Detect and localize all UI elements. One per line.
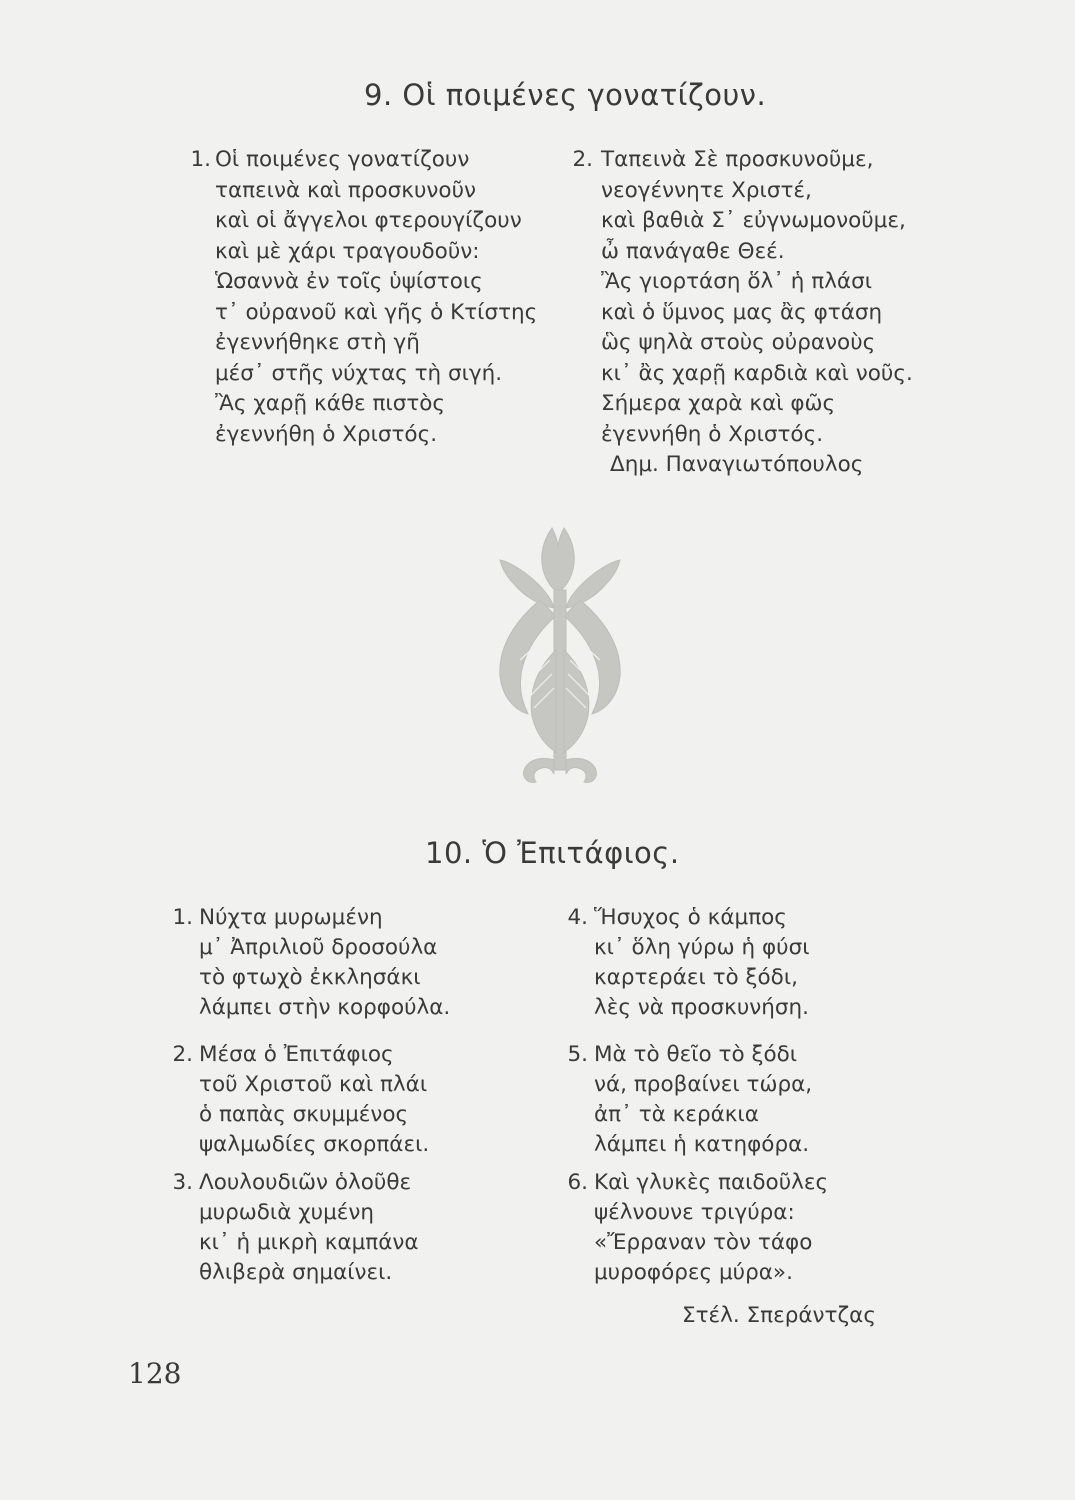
verse-line: Νύχτα μυρωμένη: [199, 905, 383, 930]
verse-line: κι᾿ ἡ μικρὴ καμπάνα: [199, 1230, 419, 1255]
poem-title: 10. Ὁ Ἐπιτάφιος.: [425, 836, 680, 870]
verse-line: ἀπ᾿ τὰ κεράκια: [594, 1102, 759, 1127]
stanza-number: 2.: [572, 147, 593, 172]
stanza: [567, 1040, 813, 1160]
verse-line: Καὶ γλυκὲς παιδοῦλες: [594, 1170, 829, 1195]
stanza: [190, 145, 538, 450]
verse-line: ἐγεννήθη ὁ Χριστός.: [601, 421, 824, 447]
poem-author: Στέλ. Σπεράντζας: [682, 1303, 876, 1328]
stanza-number: 1.: [172, 905, 193, 930]
stanza-number: 5.: [567, 1042, 588, 1067]
verse-line: ψέλνουνε τριγύρα:: [594, 1200, 795, 1225]
verse-line: καὶ μὲ χάρι τραγουδοῦν:: [215, 238, 480, 264]
verse-line: Ταπεινὰ Σὲ προσκυνοῦμε,: [601, 147, 874, 172]
verse-line: μυρωδιὰ χυμένη: [199, 1200, 375, 1225]
stanza: [172, 1168, 419, 1288]
stanza-number: 6.: [567, 1170, 588, 1195]
stanza-number: 1.: [190, 147, 211, 172]
verse-line: τὸ φτωχὸ ἐκκλησάκι: [199, 965, 421, 990]
stanza: [567, 903, 810, 1023]
verse-line: Σήμερα χαρὰ καὶ φῶς: [601, 391, 836, 416]
verse-line: τοῦ Χριστοῦ καὶ πλάι: [199, 1072, 428, 1097]
verse-line: Ἥσυχος ὁ κάμπος: [594, 905, 787, 930]
verse-line: Ἂς γιορτάση ὅλ᾿ ἡ πλάσι: [601, 269, 872, 294]
stanza-number: 4.: [567, 905, 588, 930]
verse-line: νά, προβαίνει τώρα,: [594, 1072, 813, 1097]
verse-line: Ὡσαννὰ ἐν τοῖς ὑψίστοις: [215, 269, 483, 294]
verse-line: Μὰ τὸ θεῖο τὸ ξόδι: [594, 1042, 798, 1067]
poem-title: 9. Οἱ ποιμένες γονατίζουν.: [364, 78, 767, 112]
verse-line: ἐγεννήθηκε στὴ γῆ: [215, 330, 420, 355]
verse-line: ὣς ψηλὰ στοὺς οὐρανοὺς: [601, 330, 876, 355]
verse-line: κι᾿ ὅλη γύρω ἡ φύσι: [594, 935, 810, 960]
poem-author: Δημ. Παναγιωτόπουλος: [610, 452, 864, 477]
lily-ornament-icon: [480, 520, 640, 800]
verse-line: ὦ πανάγαθε Θεέ.: [601, 238, 785, 264]
verse-line: Λουλουδιῶν ὁλοῦθε: [199, 1170, 412, 1195]
verse-line: μυροφόρες μύρα».: [594, 1260, 793, 1285]
stanza: [567, 1168, 829, 1288]
stanza: [572, 145, 913, 450]
verse-line: ταπεινὰ καὶ προσκυνοῦν: [215, 177, 477, 203]
verse-line: κι᾿ ἂς χαρῇ καρδιὰ καὶ νοῦς.: [601, 360, 913, 386]
verse-line: λάμπει στὴν κορφούλα.: [199, 995, 451, 1020]
verse-line: ψαλμωδίες σκορπάει.: [199, 1132, 430, 1157]
stanza: [172, 1040, 430, 1160]
verse-line: λάμπει ἡ κατηφόρα.: [594, 1132, 810, 1157]
verse-line: μέσ᾿ στῆς νύχτας τὴ σιγή.: [215, 360, 503, 386]
verse-line: καρτεράει τὸ ξόδι,: [594, 965, 798, 990]
page-number: 128: [128, 1357, 182, 1390]
verse-line: «Ἔρραναν τὸν τάφο: [594, 1230, 813, 1255]
verse-line: τ᾿ οὐρανοῦ καὶ γῆς ὁ Κτίστης: [215, 299, 538, 325]
verse-line: Μέσα ὁ Ἐπιτάφιος: [199, 1042, 394, 1067]
verse-line: θλιβερὰ σημαίνει.: [199, 1260, 393, 1285]
stanza: [172, 903, 451, 1023]
verse-line: ἐγεννήθη ὁ Χριστός.: [215, 421, 438, 447]
verse-line: μ᾿ Ἀπριλιοῦ δροσούλα: [199, 935, 438, 960]
verse-line: Ἂς χαρῇ κάθε πιστὸς: [215, 391, 446, 416]
verse-line: ὁ παπὰς σκυμμένος: [199, 1102, 409, 1127]
stanza-number: 2.: [172, 1042, 193, 1067]
verse-line: καὶ οἱ ἄγγελοι φτερουγίζουν: [215, 208, 522, 233]
verse-line: νεογέννητε Χριστέ,: [601, 177, 812, 203]
stanza-number: 3.: [172, 1170, 193, 1195]
verse-line: Οἱ ποιμένες γονατίζουν: [215, 147, 470, 172]
verse-line: λὲς νὰ προσκυνήση.: [594, 995, 810, 1020]
verse-line: καὶ βαθιὰ Σ᾿ εὐγνωμονοῦμε,: [601, 208, 906, 233]
verse-line: καὶ ὁ ὕμνος μας ἂς φτάση: [601, 299, 883, 325]
